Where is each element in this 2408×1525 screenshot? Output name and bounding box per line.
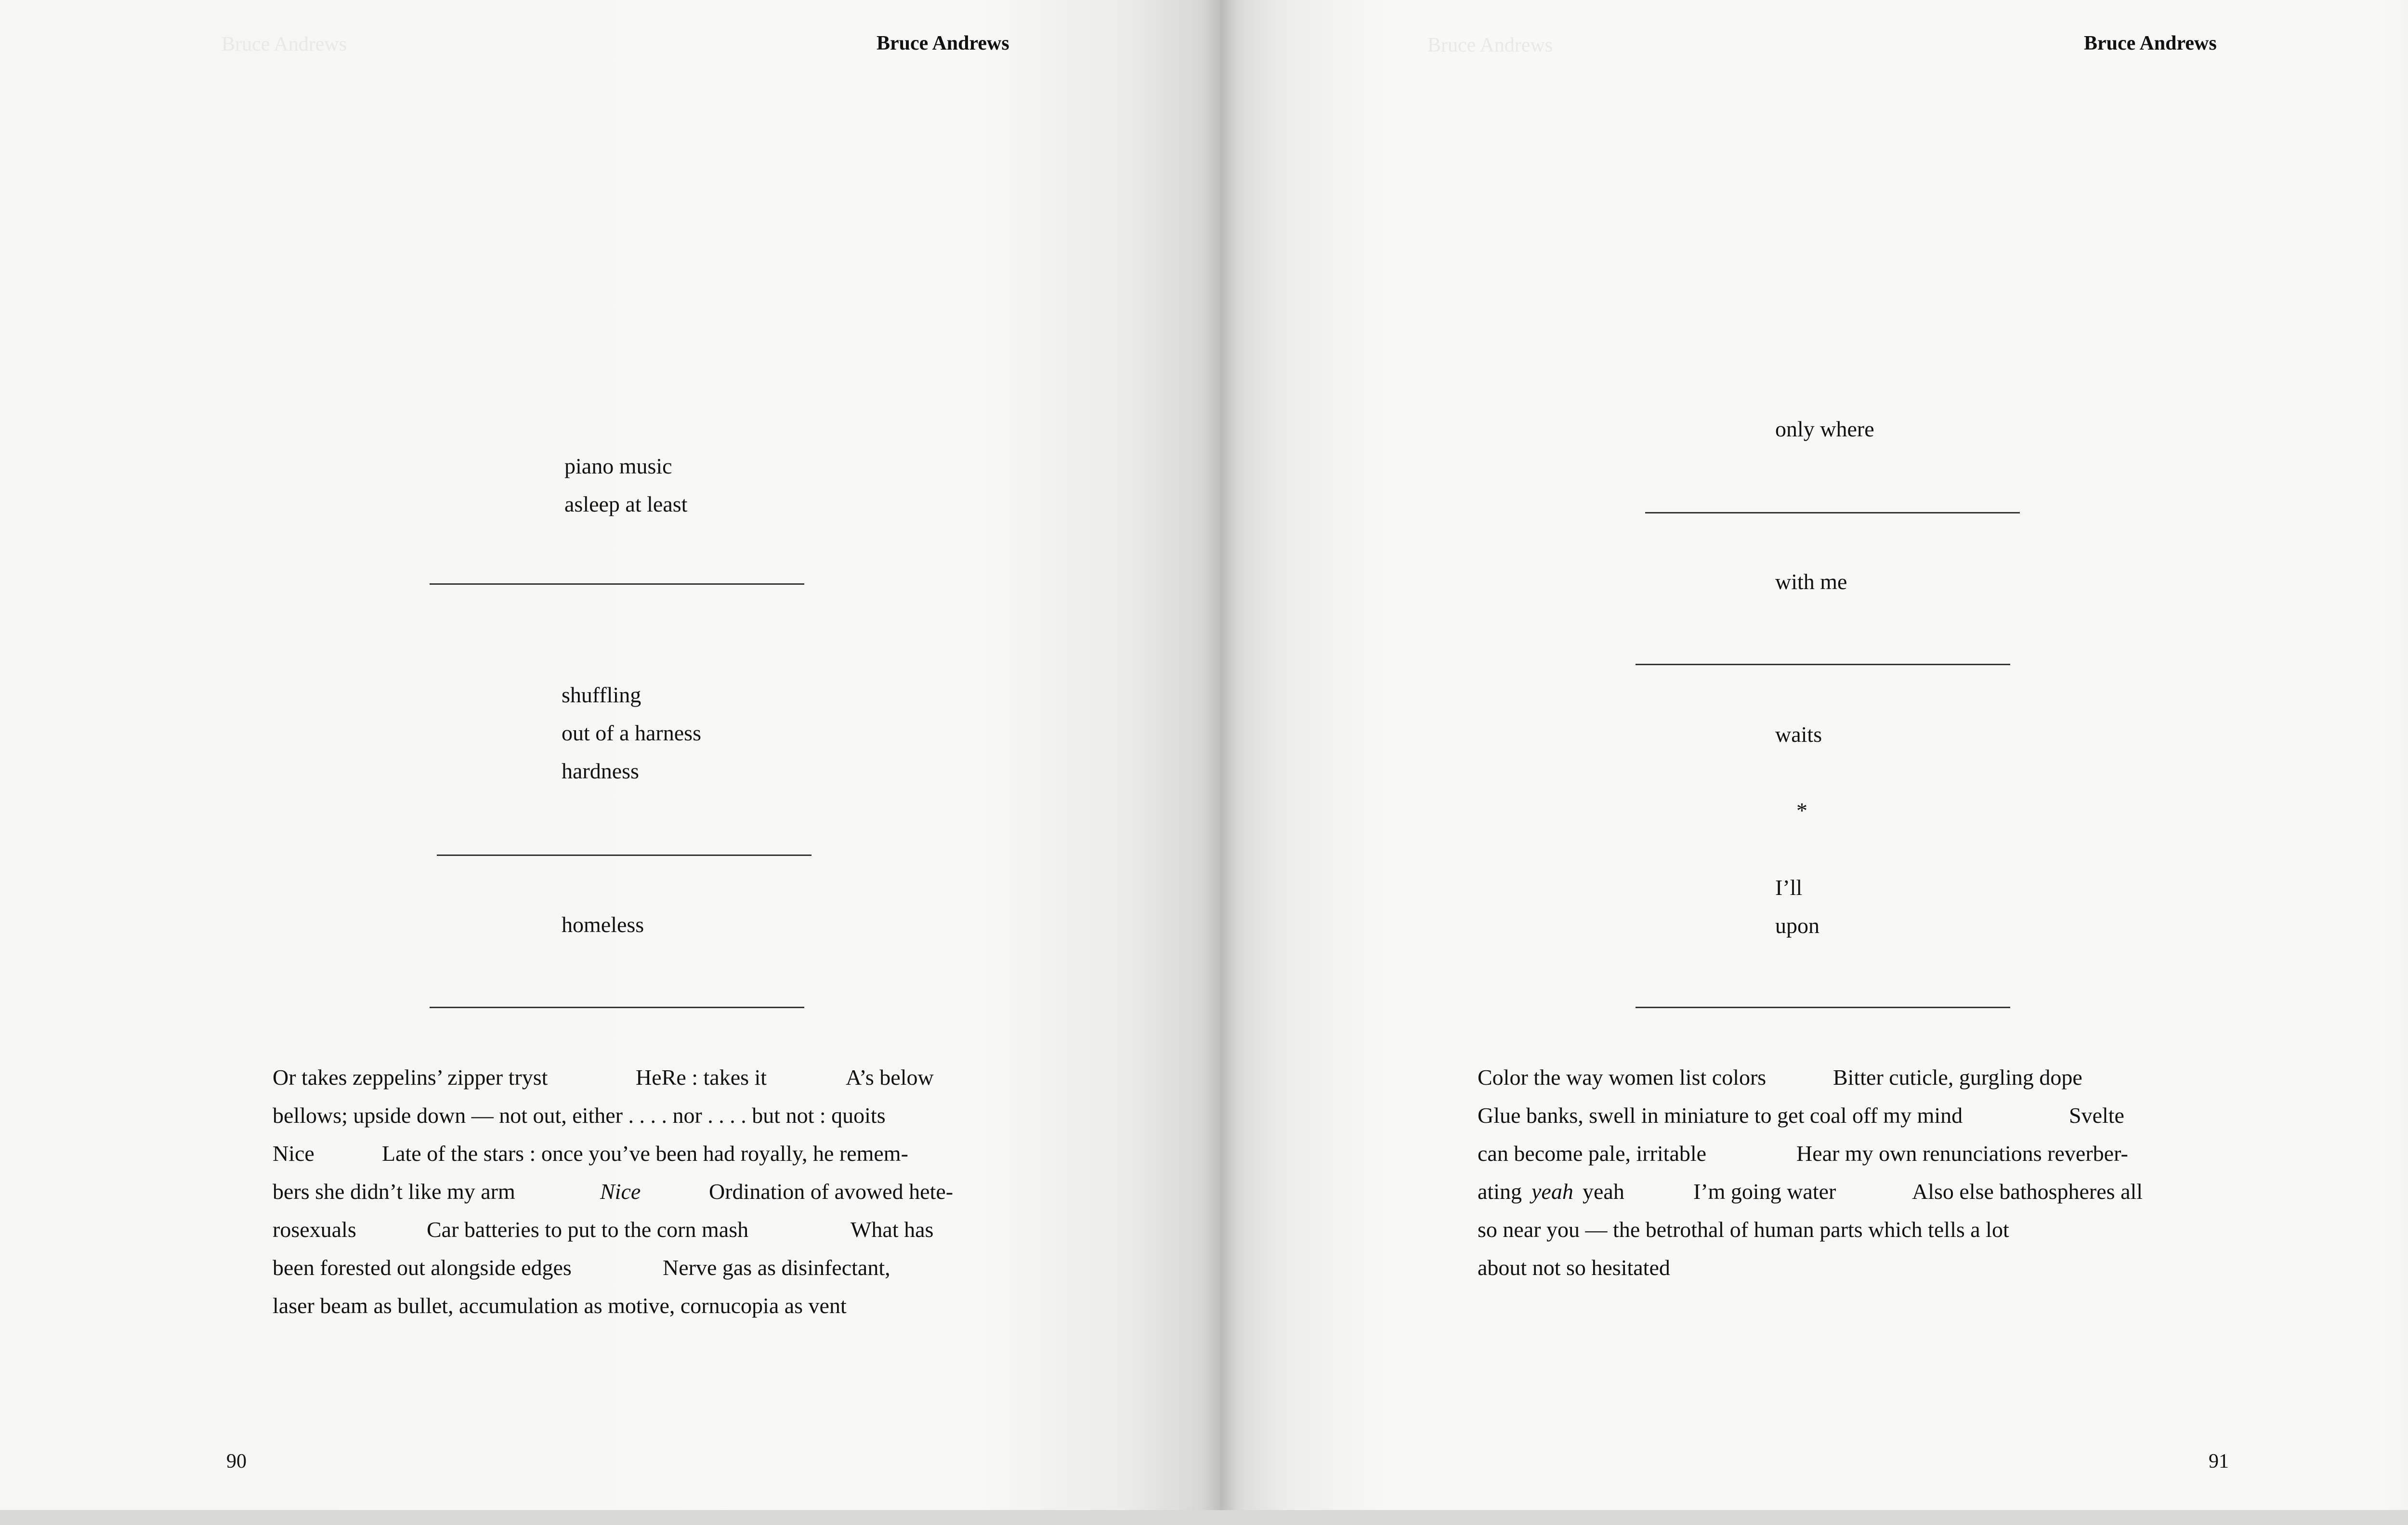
stanza-line: hardness bbox=[562, 759, 639, 783]
prose-row bbox=[273, 1210, 995, 1249]
asterisk-separator: * bbox=[1796, 798, 1807, 823]
prose-segment: Car batteries to put to the corn mash bbox=[427, 1217, 749, 1242]
prose-segment: rosexuals bbox=[273, 1217, 356, 1242]
stanza-line: out of a harness bbox=[562, 721, 701, 745]
bleed-through-header: Bruce Andrews bbox=[1427, 34, 1553, 56]
running-header: Bruce Andrews bbox=[877, 32, 1009, 54]
prose-segment: about not so hesitated bbox=[1478, 1255, 1670, 1280]
prose-segment: Nerve gas as disinfectant, bbox=[663, 1255, 890, 1280]
prose-segment: Color the way women list colors bbox=[1478, 1065, 1767, 1090]
prose-row bbox=[1478, 1058, 2200, 1096]
prose-row bbox=[273, 1287, 995, 1325]
prose-segment: been forested out alongside edges bbox=[273, 1255, 572, 1280]
prose-row bbox=[273, 1058, 995, 1096]
prose-segment: so near you — the betrothal of human parts which tells a lot bbox=[1478, 1217, 2009, 1242]
prose-segment: bers she didn’t like my arm bbox=[273, 1179, 515, 1204]
prose-segment: ating bbox=[1478, 1179, 1522, 1204]
prose-row bbox=[1478, 1096, 2200, 1134]
scan-bottom-edge bbox=[0, 1510, 2408, 1525]
section-rule bbox=[437, 855, 811, 856]
stanza-line: waits bbox=[1775, 722, 1822, 747]
stanza-line: I’ll bbox=[1775, 875, 1803, 900]
prose-segment: A’s below bbox=[846, 1065, 934, 1090]
section-rule bbox=[1636, 1007, 2010, 1008]
right-page bbox=[1220, 0, 2408, 1510]
prose-segment: Also else bathospheres all bbox=[1912, 1179, 2143, 1204]
bleed-through-header: Bruce Andrews bbox=[222, 33, 347, 55]
stanza-line: only where bbox=[1775, 417, 1874, 441]
prose-segment: Hear my own renunciations reverber- bbox=[1796, 1141, 2128, 1166]
stanza-line: with me bbox=[1775, 569, 1847, 594]
stanza-line: piano music bbox=[564, 454, 672, 478]
prose-segment: Svelte bbox=[2069, 1103, 2124, 1128]
prose-segment: HeRe : takes it bbox=[636, 1065, 767, 1090]
stanza-line: asleep at least bbox=[564, 492, 688, 516]
page-number: 91 bbox=[2209, 1450, 2229, 1472]
prose-segment: Bitter cuticle, gurgling dope bbox=[1833, 1065, 2082, 1090]
running-header: Bruce Andrews bbox=[2084, 32, 2217, 54]
stanza-line: upon bbox=[1775, 913, 1819, 938]
prose-paragraph bbox=[1478, 1058, 2200, 1287]
prose-segment: Glue banks, swell in miniature to get coal off my mind bbox=[1478, 1103, 1963, 1128]
prose-segment: Ordination of avowed hete- bbox=[709, 1179, 954, 1204]
prose-row bbox=[1478, 1172, 2200, 1210]
section-rule bbox=[1645, 512, 2020, 513]
prose-row bbox=[273, 1096, 995, 1134]
page-number: 90 bbox=[226, 1450, 247, 1472]
prose-segment: bellows; upside down — not out, either . . . . nor . . . . but not : quoits bbox=[273, 1103, 886, 1128]
prose-segment: yeah bbox=[1583, 1179, 1624, 1204]
prose-segment: What has bbox=[851, 1217, 934, 1242]
prose-paragraph bbox=[273, 1058, 995, 1325]
book-gutter bbox=[1203, 0, 1238, 1510]
prose-row bbox=[1478, 1134, 2200, 1172]
prose-segment: can become pale, irritable bbox=[1478, 1141, 1707, 1166]
prose-segment: Nice bbox=[273, 1141, 314, 1166]
prose-row bbox=[273, 1249, 995, 1287]
prose-segment: Or takes zeppelins’ zipper tryst bbox=[273, 1065, 548, 1090]
prose-segment: I’m going water bbox=[1693, 1179, 1836, 1204]
prose-row bbox=[273, 1134, 995, 1172]
stanza-line: shuffling bbox=[562, 683, 641, 707]
stanza-line: homeless bbox=[562, 912, 644, 937]
prose-segment: Nice bbox=[600, 1179, 641, 1204]
section-rule bbox=[430, 583, 804, 585]
prose-segment: yeah bbox=[1531, 1179, 1573, 1204]
prose-row bbox=[273, 1172, 995, 1210]
section-rule bbox=[430, 1007, 804, 1008]
section-rule bbox=[1636, 664, 2010, 665]
prose-row bbox=[1478, 1249, 2200, 1287]
prose-segment: Late of the stars : once you’ve been had royally, he remem- bbox=[382, 1141, 908, 1166]
prose-row bbox=[1478, 1210, 2200, 1249]
prose-segment: laser beam as bullet, accumulation as motive, cornucopia as vent bbox=[273, 1293, 847, 1318]
